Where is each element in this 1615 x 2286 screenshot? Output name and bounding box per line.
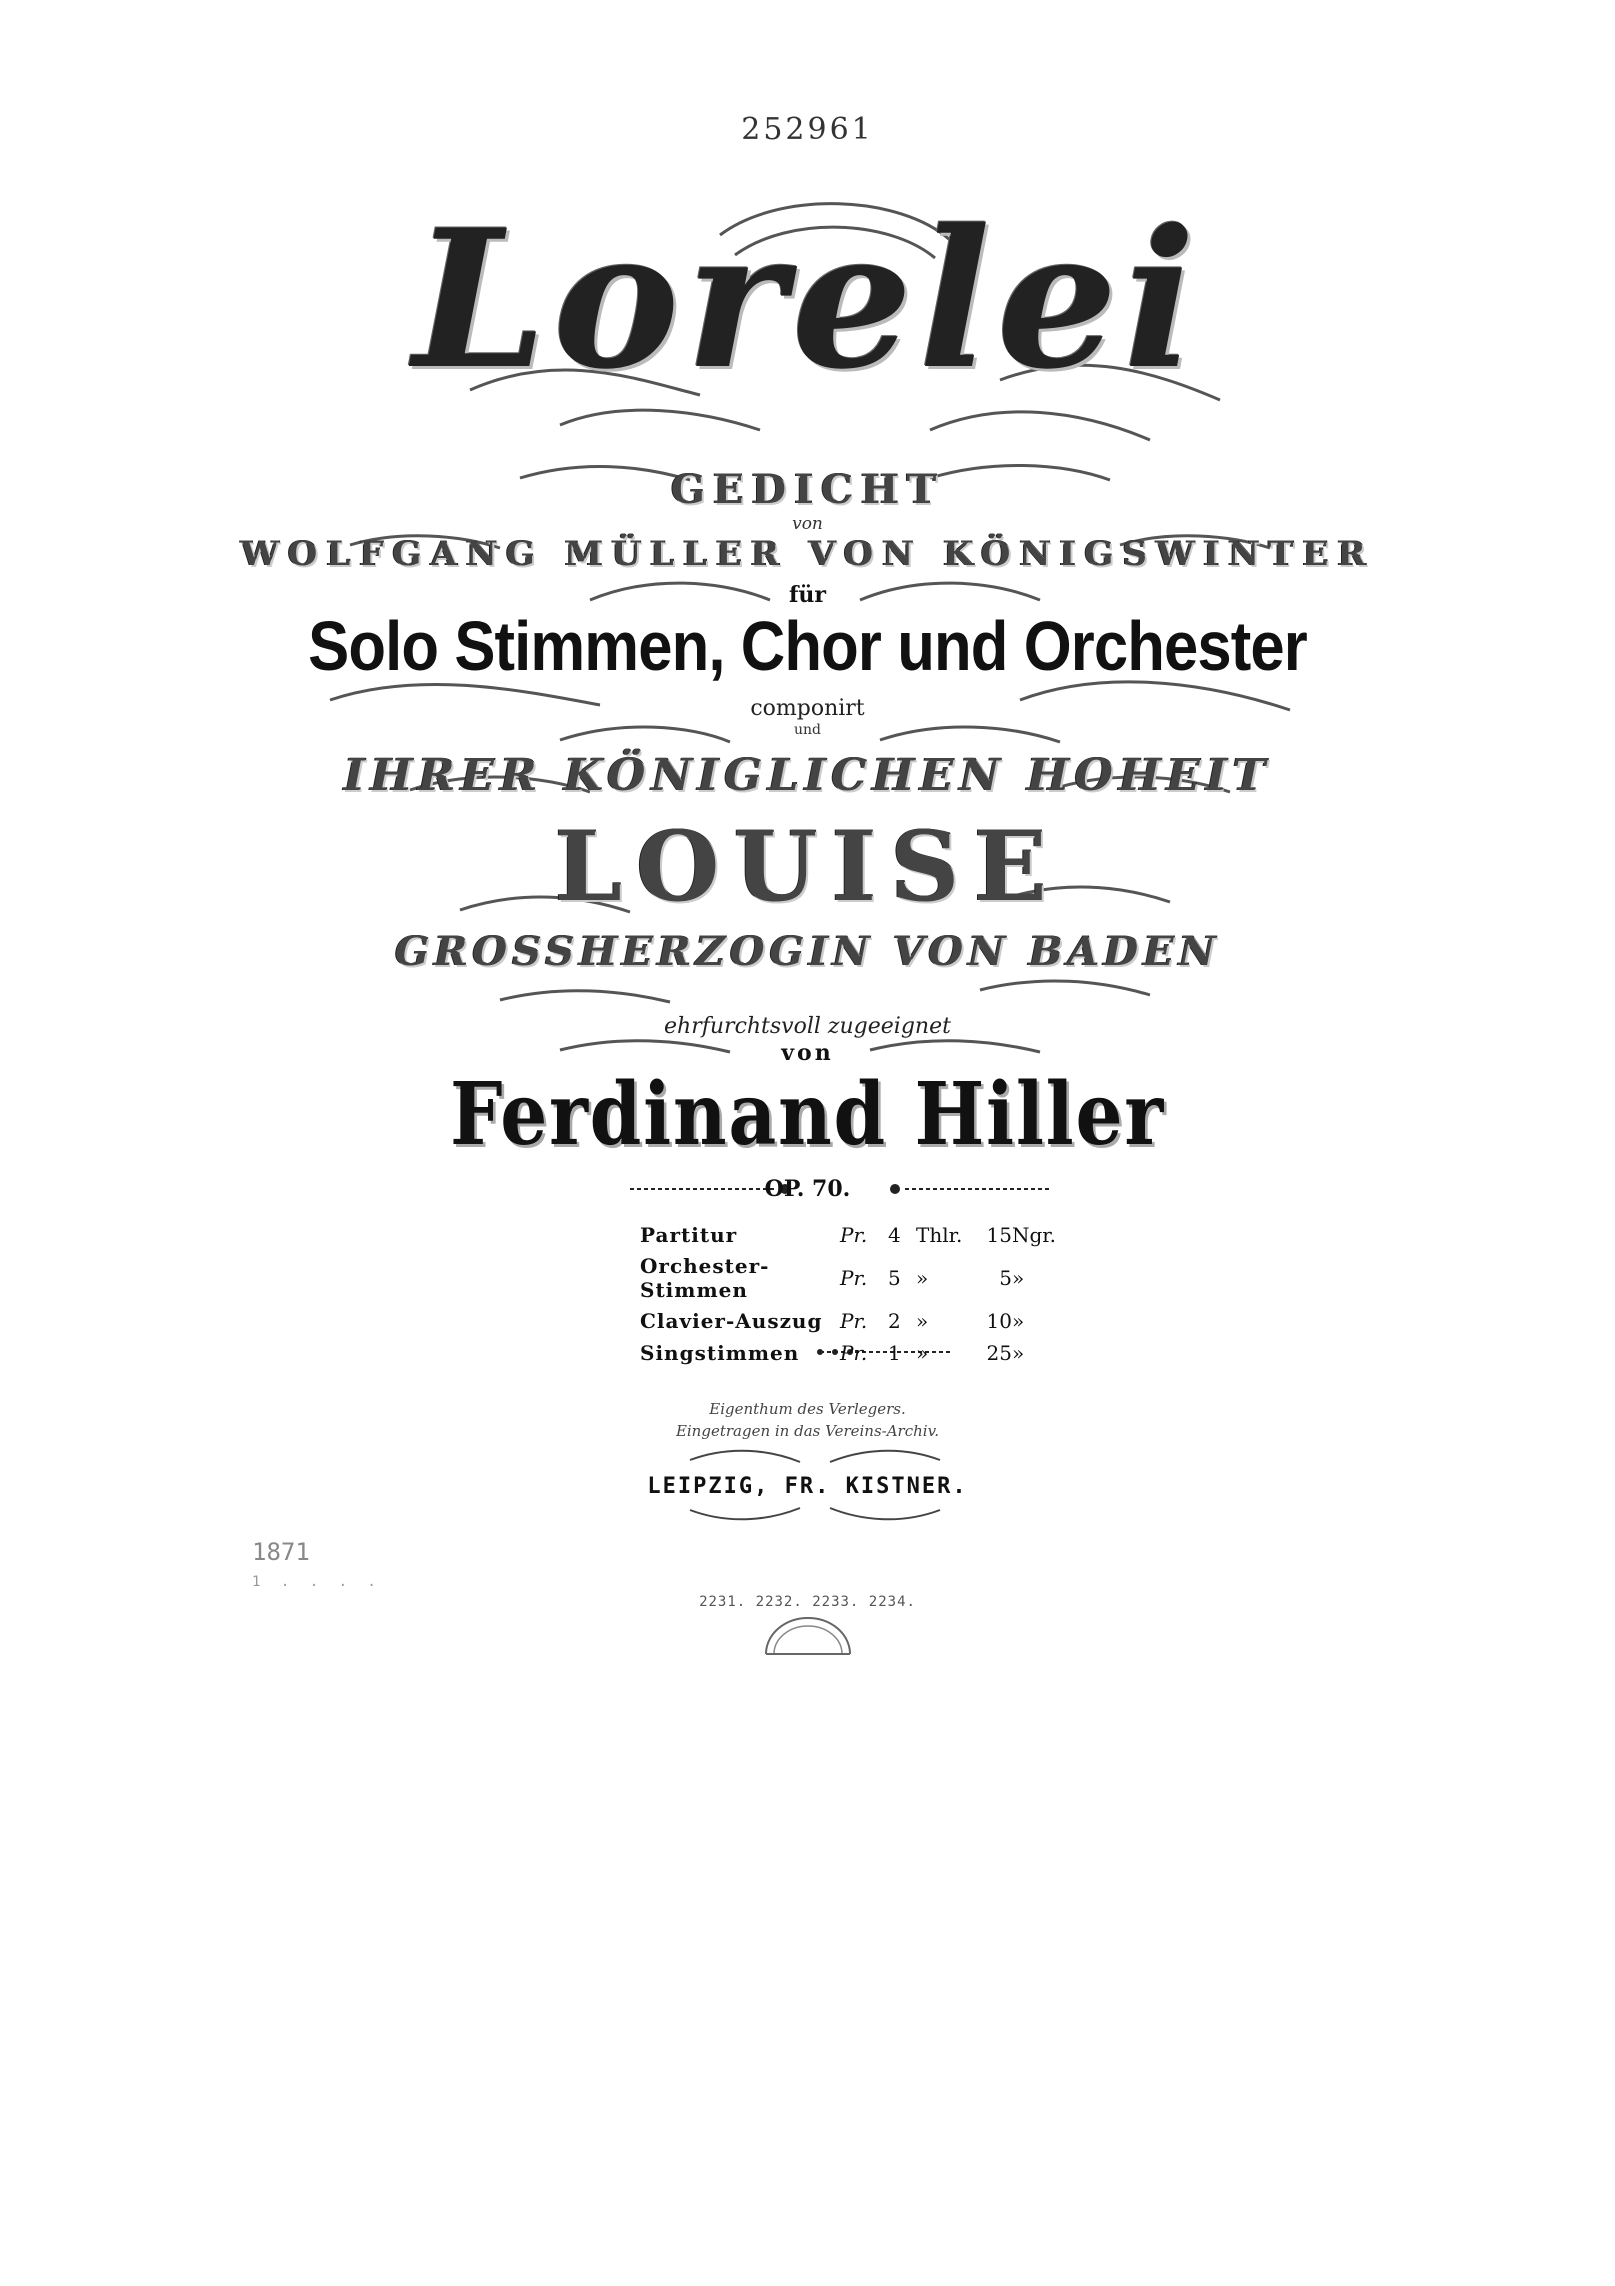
- publisher-imprint: LEIPZIG, FR. KISTNER.: [647, 1474, 968, 1499]
- von-label: von: [792, 514, 823, 534]
- margin-mark-2: 1 . . . .: [252, 1574, 382, 1590]
- price-item-label: Clavier-Auszug: [640, 1309, 823, 1333]
- opus-number: OP. 70.: [764, 1176, 851, 1202]
- dedication-line3: GROSSHERZOGIN VON BADEN: [394, 928, 1221, 975]
- poet-name: WOLFGANG MÜLLER VON KÖNIGSWINTER: [240, 534, 1375, 574]
- componirt-label: componirt: [750, 696, 865, 721]
- plate-numbers: 2231. 2232. 2233. 2234.: [699, 1594, 916, 1610]
- price-amount-1: 4: [888, 1223, 901, 1247]
- main-title: Lorelei: [413, 188, 1202, 411]
- price-item-label: Singstimmen: [640, 1341, 800, 1365]
- margin-mark: 1871: [252, 1538, 310, 1566]
- dedicatee-name: LOUISE: [554, 810, 1061, 923]
- price-amount-1: 5: [888, 1266, 901, 1290]
- price-amount-2: 25: [986, 1341, 1012, 1365]
- price-unit-2: Ngr.: [1012, 1223, 1057, 1247]
- price-unit-1: »: [916, 1266, 929, 1290]
- price-amount-2: 15: [986, 1223, 1012, 1247]
- price-amount-1: 2: [888, 1309, 901, 1333]
- library-stamp-icon: [760, 1614, 856, 1658]
- ownership-note: Eigenthum des Verlegers.: [709, 1400, 906, 1418]
- price-amount-2: 10: [986, 1309, 1012, 1333]
- dedication-phrase: ehrfurchtsvoll zugeeignet: [664, 1014, 951, 1039]
- price-prefix: Pr.: [840, 1266, 868, 1290]
- price-prefix: Pr.: [840, 1341, 868, 1365]
- price-amount-1: 1: [888, 1341, 901, 1365]
- composer-name: Ferdinand Hiller: [450, 1064, 1165, 1165]
- fuer-label: für: [788, 582, 827, 608]
- price-unit-1: »: [916, 1341, 929, 1365]
- price-unit-1: Thlr.: [916, 1223, 963, 1247]
- price-unit-2: »: [1012, 1309, 1025, 1333]
- und-label: und: [794, 722, 821, 738]
- price-prefix: Pr.: [840, 1309, 868, 1333]
- price-unit-2: »: [1012, 1341, 1025, 1365]
- von-label-2: von: [781, 1040, 834, 1066]
- price-unit-1: »: [916, 1309, 929, 1333]
- scoring-line: Solo Stimmen, Chor und Orchester: [308, 607, 1307, 685]
- price-item-label: Partitur: [640, 1223, 738, 1247]
- accession-stamp: 252961: [741, 112, 874, 147]
- price-amount-2: 5: [999, 1266, 1012, 1290]
- dedication-line1: IHRER KÖNIGLICHEN HOHEIT: [343, 750, 1272, 801]
- registration-note: Eingetragen in das Vereins-Archiv.: [675, 1422, 940, 1440]
- gedicht-label: GEDICHT: [670, 466, 945, 513]
- price-item-label: Orchester-Stimmen: [640, 1254, 770, 1302]
- price-prefix: Pr.: [840, 1223, 868, 1247]
- price-unit-2: »: [1012, 1266, 1025, 1290]
